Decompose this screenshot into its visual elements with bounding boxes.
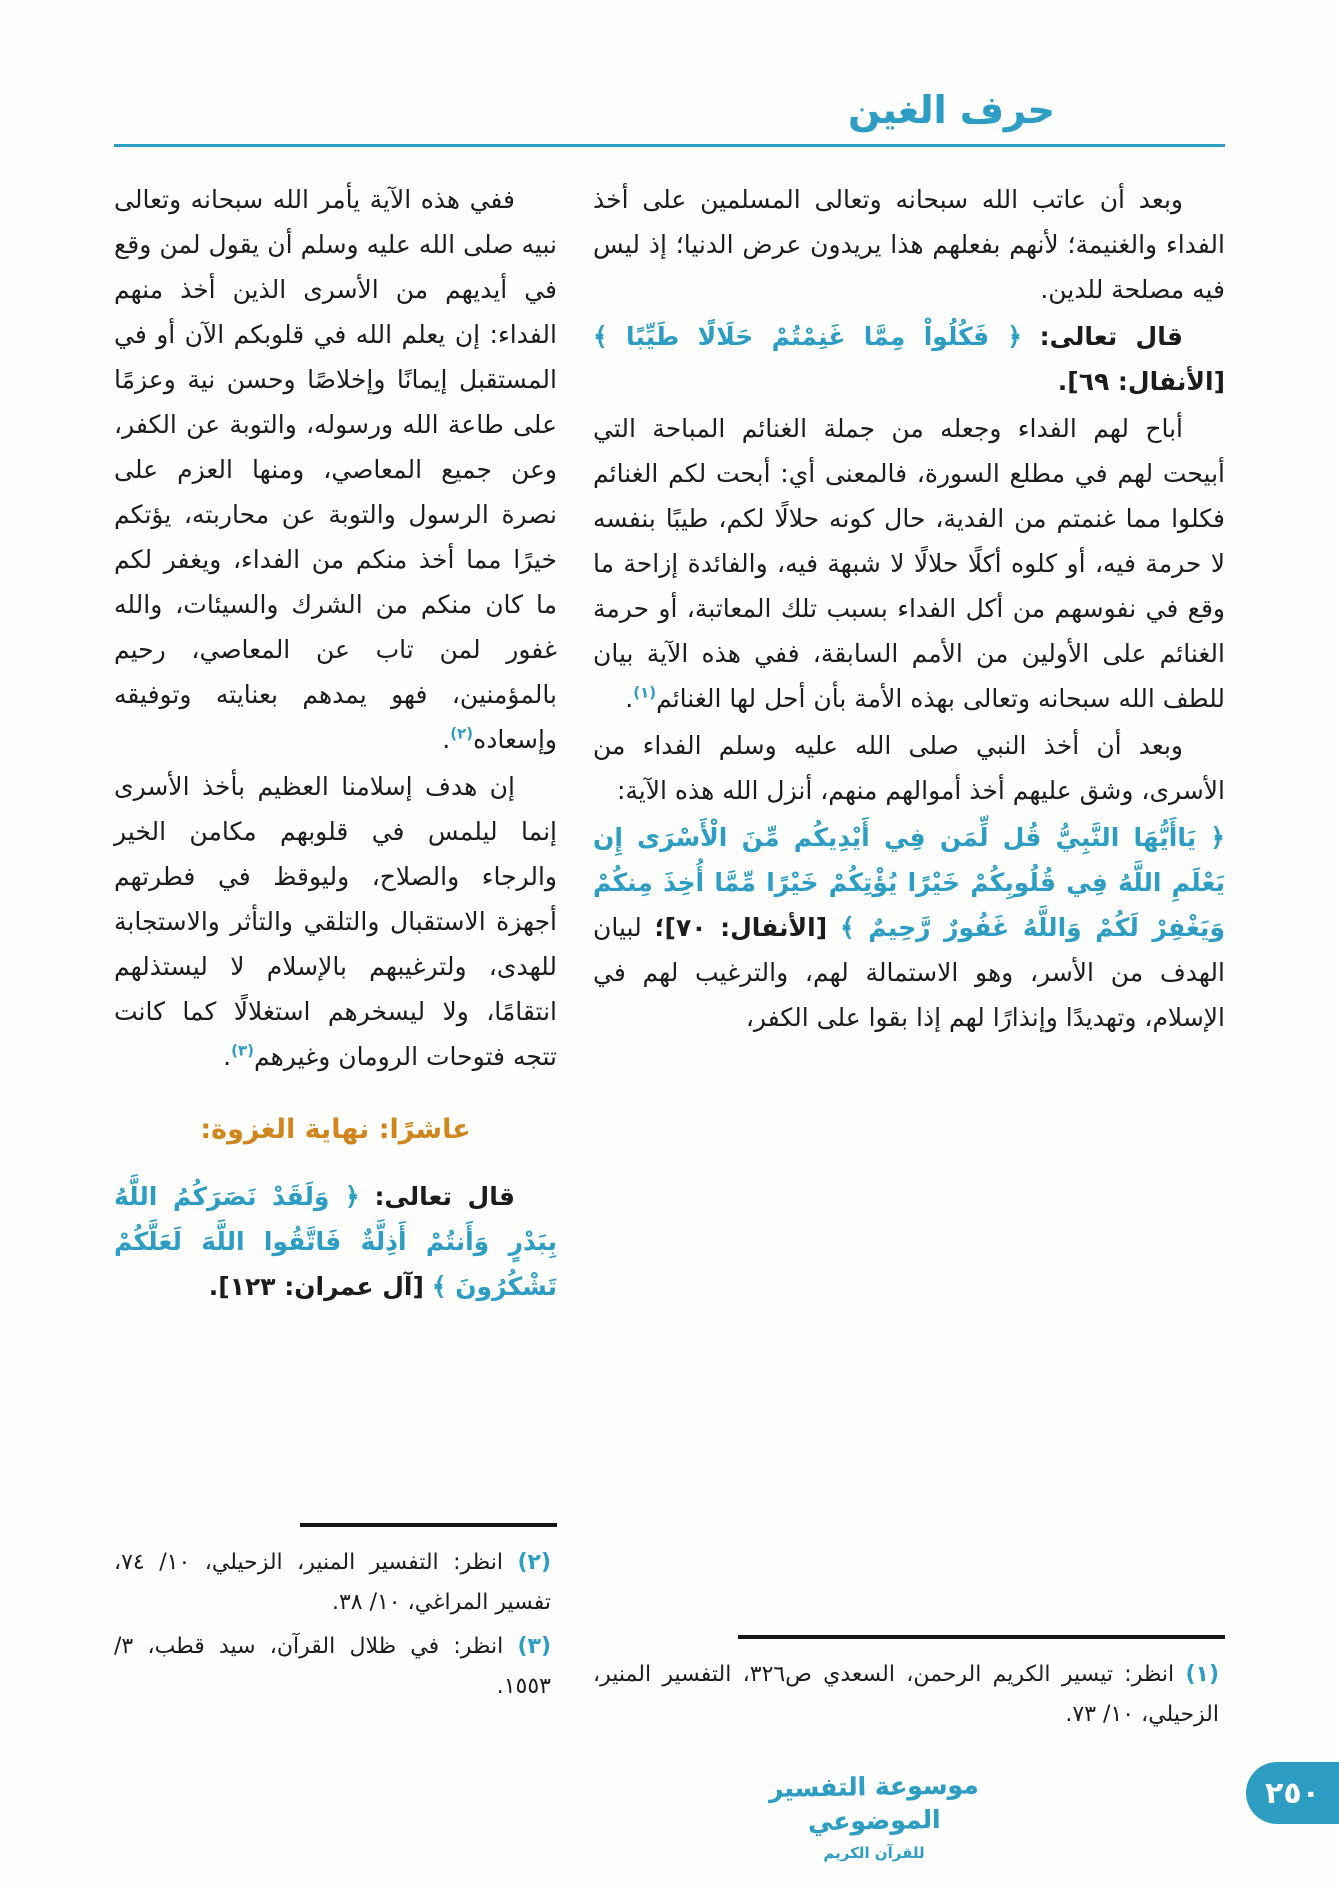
verse-reference-anfal-70: [الأنفال: ٧٠]؛ — [654, 913, 828, 942]
footnotes-left — [114, 1523, 557, 1711]
quran-verse-anfal-70: ﴿ يَاأَيُّهَا النَّبِيُّ قُل لِّمَن فِي أَيْدِيكُم مِّنَ الْأَسْرَى إِن يَعْلَمِ اللَّهُ فِي قُلُوبِكُمْ خَيْرًا يُؤْتِكُمْ خَيْرًا مِّمَّا أُخِذَ مِنكُمْ وَيَغْفِرْ لَكُمْ وَاللَّهُ غَفُورٌ رَّحِيمٌ ﴾ — [593, 823, 1225, 942]
chapter-title: حرف الغين — [848, 88, 1055, 132]
footnote-1 — [593, 1655, 1225, 1735]
footnote-marker-2: (٢) — [450, 724, 474, 743]
verse-reference-anfal-69: [الأنفال: ٦٩]. — [1057, 367, 1225, 396]
footnote-3 — [114, 1627, 557, 1707]
paragraph-text: ففي هذه الآية يأمر الله سبحانه وتعالى نبيه صلى الله عليه وسلم أن يقول لمن وقع في أيديهم من الأسرى الذين أخذ منهم الفداء: إن يعلم الله في قلوبكم الآن أو في المستقبل إيمانًا وإخلاصًا وحسن نية وعزمًا على طاعة الله ورسوله، والتوبة عن الكفر، وعن جميع المعاصي، ومنها العزم على نصرة الرسول والتوبة عن محاربته، يؤتكم خيرًا مما أخذ منكم من الفداء، ويغفر لكم ما كان منكم من الشرك والسيئات، والله غفور لمن تاب عن المعاصي، رحيم بالمؤمنين، فهو يمدهم بعنايته وتوفيقه وإسعاده — [114, 185, 557, 754]
period: . — [223, 1042, 232, 1071]
paragraph: وبعد أن أخذ النبي صلى الله عليه وسلم الفداء من الأسرى، وشق عليهم أخذ أموالهم منهم، أنزل الله هذه الآية: — [593, 731, 1225, 805]
qala-taala-label: قال تعالى: — [1039, 322, 1183, 351]
page-header — [0, 0, 1339, 147]
footnote-text: انظر: في ظلال القرآن، سيد قطب، ٣/ ١٥٥٣. — [114, 1634, 551, 1699]
paragraph — [593, 406, 1225, 721]
paragraph-text: أباح لهم الفداء وجعله من جملة الغنائم المباحة التي أبيحت لهم في مطلع السورة، فالمعنى أي: أبحت لكم الغنائم فكلوا مما غنمتم من الفدية، حال كونه حلالًا لكم، طيبًا بنفسه لا حرمة فيه، أو كلوه أكلًا حلالًا لا شبهة فيه، والفائدة إزاحة ما وقع في نفوسهم من أكل الفداء بسبب تلك المعاتبة، أو حرمة الغنائم على الأولين من الأمم السابقة، ففي هذه الآية بيان للطف الله سبحانه وتعالى بهذه الأمة بأن أحل لها الغنائم — [593, 414, 1225, 713]
footnote-marker-3: (٣) — [231, 1041, 254, 1060]
verse-paragraph — [593, 815, 1225, 1040]
section-heading: عاشرًا: نهاية الغزوة: — [200, 1114, 471, 1145]
footnote-number: (٢) — [517, 1550, 552, 1575]
page-number-badge: ٢٥٠ — [1246, 1762, 1339, 1824]
footnote-2 — [114, 1543, 557, 1623]
publisher-emblem — [749, 1770, 999, 1862]
paragraph — [114, 177, 557, 762]
period: . — [442, 725, 451, 754]
period: . — [625, 684, 634, 713]
qala-taala-label: قال تعالى: — [374, 1182, 515, 1211]
verse-paragraph — [593, 314, 1225, 404]
content-columns — [0, 177, 1339, 1739]
footnote-separator — [300, 1523, 557, 1527]
footnote-number: (٣) — [517, 1634, 551, 1659]
footnote-text: انظر: التفسير المنير، الزحيلي، ١٠/ ٧٤، تفسير المراغي، ١٠/ ٣٨. — [114, 1550, 551, 1615]
verse-reference-al-imran-123: [آل عمران: ١٢٣]. — [208, 1272, 424, 1301]
column-left — [114, 177, 557, 1739]
paragraph-text: لبيان الهدف من الأسر، وهو الاستمالة لهم، والترغيب لهم في الإسلام، وتهديدًا وإنذارًا لهم إذا بقوا على الكفر، — [593, 913, 1225, 1032]
quran-verse-al-imran-123: ﴿ وَلَقَدْ نَصَرَكُمُ اللَّهُ بِبَدْرٍ وَأَنتُمْ أَذِلَّةٌ فَاتَّقُوا اللَّهَ لَعَلَّكُمْ تَشْكُرُونَ ﴾ — [114, 1182, 557, 1301]
emblem-subtitle: للقرآن الكريم — [823, 1844, 925, 1862]
footnote-number: (١) — [1185, 1662, 1220, 1687]
emblem-title: موسوعة التفسير الموضوعي — [768, 1770, 979, 1837]
quran-verse-anfal-69: ﴿ فَكُلُواْ مِمَّا غَنِمْتُمْ حَلَالًا طَيِّبًا ﴾ — [593, 322, 1023, 351]
paragraph: وبعد أن عاتب الله سبحانه وتعالى المسلمين على أخذ الفداء والغنيمة؛ لأنهم بفعلهم هذا يريدون عرض الدنيا؛ إذ ليس فيه مصلحة للدين. — [593, 185, 1225, 304]
footnote-marker-1: (١) — [633, 683, 657, 702]
column-right — [593, 177, 1225, 1739]
paragraph-text: إن هدف إسلامنا العظيم بأخذ الأسرى إنما ليلمس في قلوبهم مكامن الخير والرجاء والصلاح، وليوقظ في فطرتهم أجهزة الاستقبال والتلقي والتأثر والاستجابة للهدى، ولترغيبهم بالإسلام لا ليستذلهم انتقامًا، ولا ليسخرهم استغلالًا كما كانت تتجه فتوحات الرومان وغيرهم — [114, 772, 557, 1071]
paragraph — [114, 764, 557, 1079]
footnotes-right — [593, 1635, 1225, 1739]
header-rule — [114, 144, 1225, 147]
footnote-text: انظر: تيسير الكريم الرحمن، السعدي ص٣٢٦، التفسير المنير، الزحيلي، ١٠/ ٧٣. — [593, 1662, 1219, 1727]
footnote-separator — [738, 1635, 1225, 1639]
verse-paragraph — [114, 1174, 557, 1309]
